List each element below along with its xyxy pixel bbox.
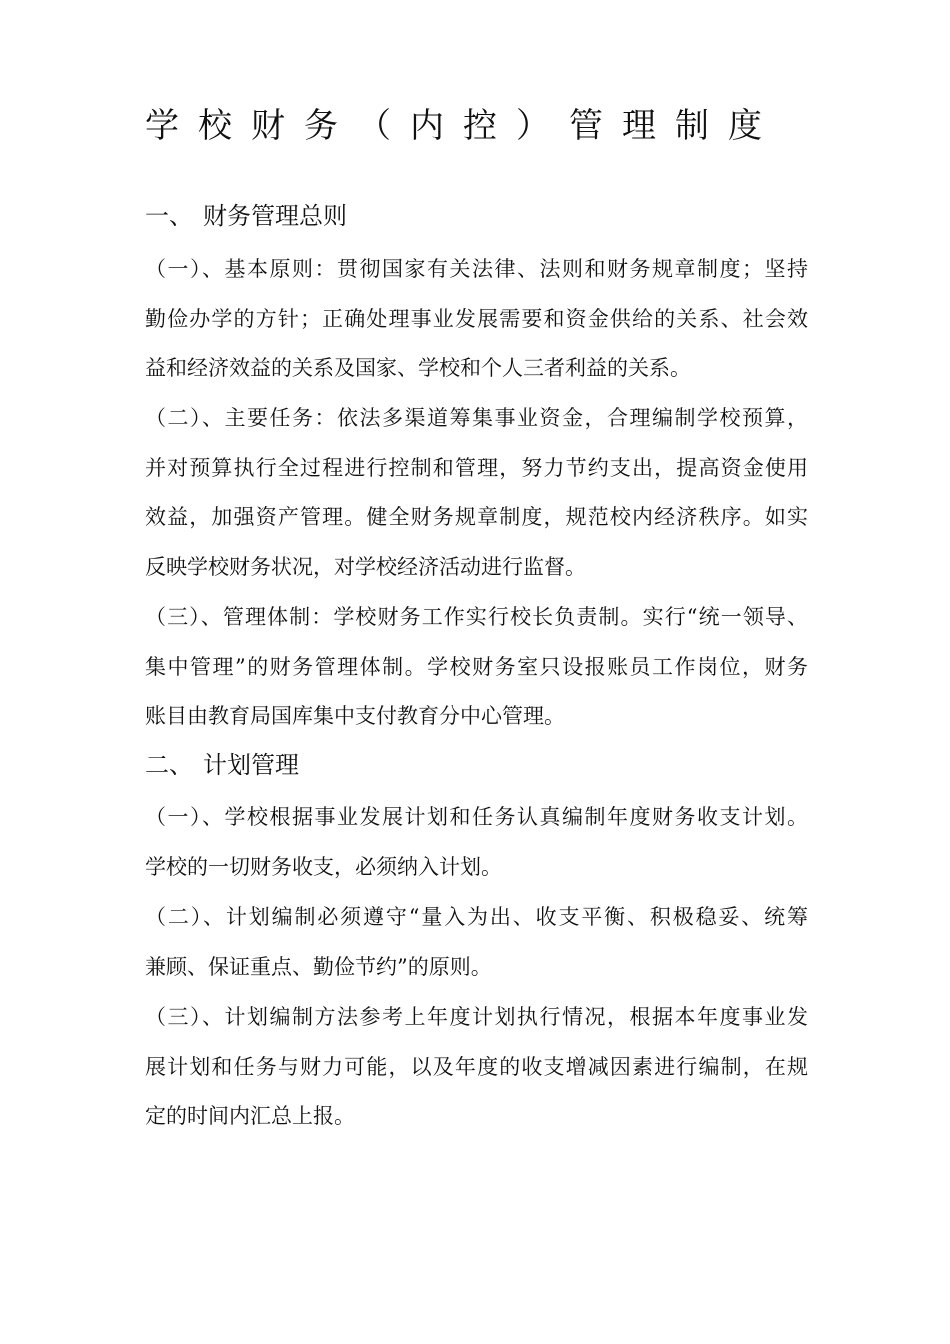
paragraph-line: 效益，加强资产管理。健全财务规章制度，规范校内经济秩序。如实	[145, 505, 808, 529]
paragraph	[145, 245, 808, 394]
paragraph	[145, 893, 808, 992]
paragraph-line: 展计划和任务与财力可能，以及年度的收支增减因素进行编制，在规	[145, 1054, 808, 1079]
paragraph-line: 勤俭办学的方针；正确处理事业发展需要和资金供给的关系、社会效	[145, 306, 808, 331]
section-heading	[145, 745, 299, 785]
paragraph-line: （一）、基本原则：贯彻国家有关法律、法则和财务规章制度；坚持	[145, 257, 808, 281]
paragraph-line: 学校的一切财务收支，必须纳入计划。	[145, 854, 502, 879]
section-title: 财务管理总则	[203, 202, 347, 230]
paragraph-line: 反映学校财务状况，对学校经济活动进行监督。	[145, 554, 586, 579]
section-number: 一、	[145, 202, 193, 230]
section-heading	[145, 196, 347, 236]
paragraph-line: （二）、计划编制必须遵守“量入为出、收支平衡、积极稳妥、统筹	[145, 905, 808, 929]
paragraph-line: 兼顾、保证重点、勤俭节约”的原则。	[145, 954, 492, 979]
paragraph-line: 账目由教育局国库集中支付教育分中心管理。	[145, 704, 565, 728]
section-number: 二、	[145, 751, 193, 779]
paragraph	[145, 593, 808, 742]
paragraph-line: （三）、管理体制：学校财务工作实行校长负责制。实行“统一领导、	[145, 605, 808, 629]
paragraph-line: （三）、计划编制方法参考上年度计划执行情况，根据本年度事业发	[145, 1005, 808, 1029]
paragraph-line: 并对预算执行全过程进行控制和管理，努力节约支出，提高资金使用	[145, 455, 808, 480]
paragraph-line: 定的时间内汇总上报。	[145, 1104, 355, 1128]
paragraph	[145, 993, 808, 1142]
document-title: 学校财务（内控）管理制度	[145, 106, 781, 146]
paragraph-line: 集中管理”的财务管理体制。学校财务室只设报账员工作岗位，财务	[145, 654, 808, 679]
paragraph	[145, 394, 808, 592]
paragraph	[145, 793, 808, 892]
paragraph-line: （二）、主要任务：依法多渠道筹集事业资金，合理编制学校预算，	[145, 406, 808, 430]
section-title: 计划管理	[203, 751, 299, 779]
paragraph-line: 益和经济效益的关系及国家、学校和个人三者利益的关系。	[145, 356, 691, 380]
paragraph-line: （一）、学校根据事业发展计划和任务认真编制年度财务收支计划。	[145, 805, 808, 829]
